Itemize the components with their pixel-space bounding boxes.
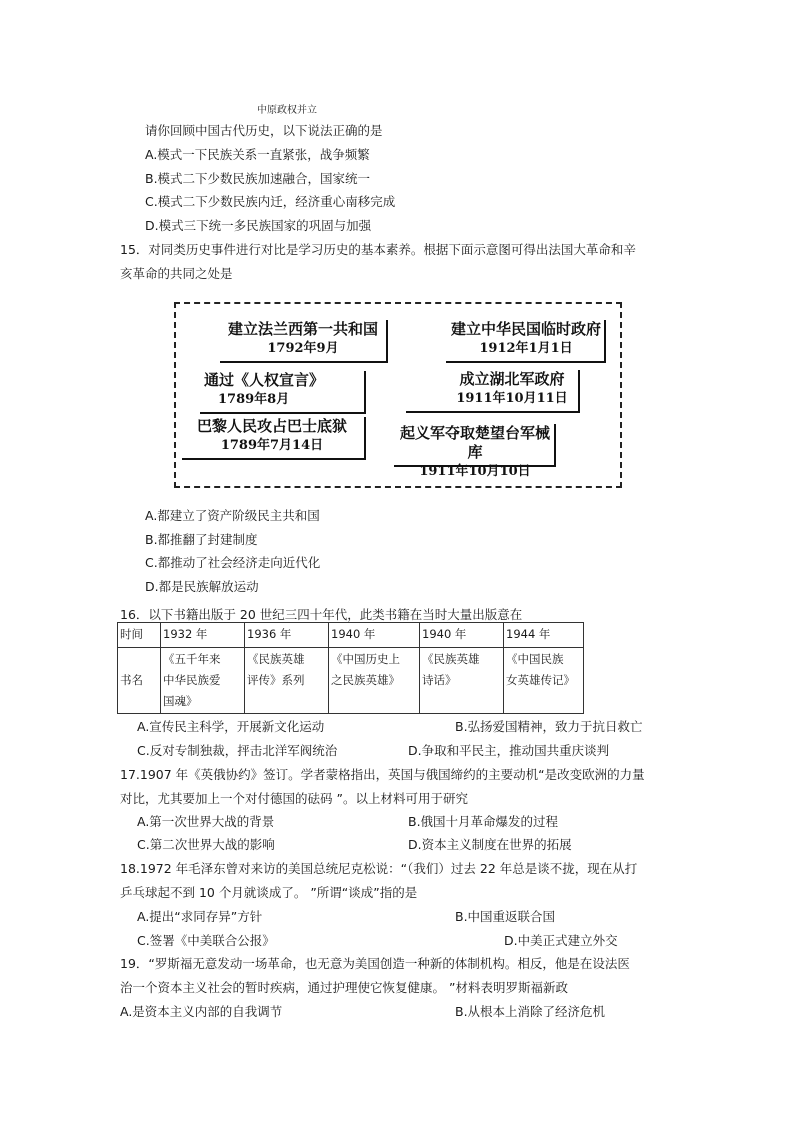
book-title-line: 诗话》 [422, 673, 457, 687]
china-event-3 [394, 424, 556, 481]
china-event-1 [446, 320, 606, 358]
q15-option-b: B.都推翻了封建制度 [145, 532, 258, 547]
q14-option-c: C.模式二下少数民族内迁，经济重心南移完成 [145, 194, 396, 209]
france-event-1-title: 建立法兰西第一共和国 [227, 320, 378, 338]
table-cell-book [420, 648, 504, 714]
table-cell-year: 1944 年 [504, 623, 584, 648]
q18-option-d: D.中美正式建立外交 [504, 933, 618, 948]
china-event-1-title: 建立中华民国临时政府 [450, 320, 601, 338]
question-19-stem-line2: 治一个资本主义社会的暂时疾病，通过护理使它恢复健康。 ”材料表明罗斯福新政 [120, 980, 568, 995]
book-title-line: 中华民族爱 [163, 673, 221, 687]
china-event-2 [446, 370, 578, 408]
q16-option-d: D.争取和平民主，推动国共重庆谈判 [408, 743, 610, 758]
q16-option-c: C.反对专制独裁，抨击北洋军阀统治 [137, 743, 338, 758]
q14-option-b: B.模式二下少数民族加速融合，国家统一 [145, 171, 371, 186]
france-event-3-title: 巴黎人民攻占巴士底狱 [196, 417, 347, 435]
table-cell-book [329, 648, 420, 714]
q15-option-d: D.都是民族解放运动 [145, 579, 259, 594]
question-19-stem-line1: 19．“罗斯福无意发动一场革命，也无意为美国创造一种新的体制机构。相反，他是在设法医 [120, 956, 630, 971]
diagram-caption: 中原政权并立 [257, 105, 317, 116]
q14-option-d: D.模式三下统一多民族国家的巩固与加强 [145, 218, 372, 233]
q15-option-a: A.都建立了资产阶级民主共和国 [145, 508, 320, 523]
book-title-line: 《中国历史上 [331, 652, 400, 666]
china-event-3-title: 起义军夺取楚望台军械库 [399, 424, 550, 461]
china-event-2-date: 1911年10月11日 [456, 391, 568, 406]
france-event-2-date: 1789年8月 [218, 392, 290, 407]
q17-option-d: D.资本主义制度在世界的拓展 [408, 837, 572, 852]
question-15-stem-line1: 15．对同类历史事件进行对比是学习历史的基本素养。根据下面示意图可得出法国大革命和辛 [120, 242, 636, 257]
book-title-line: 《中国民族 [506, 652, 564, 666]
q18-option-b: B.中国重返联合国 [455, 909, 556, 924]
question-15-stem-line2: 亥革命的共同之处是 [120, 266, 233, 281]
book-title-line: 《五千年来 [163, 652, 221, 666]
france-event-1 [220, 320, 386, 358]
q19-option-a: A.是资本主义内部的自我调节 [120, 1004, 283, 1019]
table-cell-time-label: 时间 [118, 623, 161, 648]
book-title-line: 《民族英雄 [247, 652, 305, 666]
book-title-line: 《民族英雄 [422, 652, 480, 666]
book-title-line: 国魂》 [163, 694, 198, 708]
q17-option-b: B.俄国十月革命爆发的过程 [408, 814, 559, 829]
revolution-comparison-diagram [174, 302, 622, 488]
q17-option-a: A.第一次世界大战的背景 [137, 814, 275, 829]
table-cell-book [161, 648, 245, 714]
table-cell-title-label: 书名 [118, 648, 161, 714]
table-cell-year: 1936 年 [245, 623, 329, 648]
france-event-2-title: 通过《人权宣言》 [204, 371, 325, 389]
france-event-1-date: 1792年9月 [267, 341, 339, 356]
book-title-line: 之民族英雄》 [331, 673, 400, 687]
book-title-line: 女英雄传记》 [506, 673, 575, 687]
france-event-3-date: 1789年7月14日 [220, 438, 324, 453]
question-17-stem-line1: 17.1907 年《英俄协约》签订。学者蒙格指出，英国与俄国缔约的主要动机“是改变欧洲的力量 [120, 767, 645, 782]
books-table [117, 622, 584, 714]
question-16-stem: 16．以下书籍出版于 20 世纪三四十年代，此类书籍在当时大量出版意在 [120, 607, 523, 622]
q16-option-a: A.宣传民主科学，开展新文化运动 [137, 719, 325, 734]
table-cell-book [245, 648, 329, 714]
china-event-3-date: 1911年10月10日 [419, 464, 531, 479]
france-event-3 [182, 417, 362, 455]
table-row [118, 623, 584, 648]
question-14-stem: 请你回顾中国古代历史，以下说法正确的是 [145, 123, 383, 138]
q19-option-b: B.从根本上消除了经济危机 [455, 1004, 606, 1019]
table-cell-year: 1932 年 [161, 623, 245, 648]
table-row [118, 648, 584, 714]
q17-option-c: C.第二次世界大战的影响 [137, 837, 275, 852]
question-18-stem-line1: 18.1972 年毛泽东曾对来访的美国总统尼克松说：“（我们）过去 22 年总是谈不拢，现在从打 [120, 861, 638, 876]
france-event-2 [200, 371, 366, 409]
table-cell-year: 1940 年 [420, 623, 504, 648]
q18-option-c: C.签署《中美联合公报》 [137, 933, 275, 948]
table-cell-book [504, 648, 584, 714]
q14-option-a: A.模式一下民族关系一直紧张，战争频繁 [145, 147, 370, 162]
q16-option-b: B.弘扬爱国精神，致力于抗日救亡 [455, 719, 643, 734]
question-17-stem-line2: 对比，尤其要加上一个对付德国的砝码 ”。以上材料可用于研究 [120, 791, 468, 806]
table-cell-year: 1940 年 [329, 623, 420, 648]
question-18-stem-line2: 乒乓球起不到 10 个月就谈成了。 ”所谓“谈成”指的是 [120, 885, 418, 900]
book-title-line: 评传》系列 [247, 673, 305, 687]
china-event-2-title: 成立湖北军政府 [459, 370, 565, 388]
q15-option-c: C.都推动了社会经济走向近代化 [145, 555, 321, 570]
q18-option-a: A.提出“求同存异”方针 [137, 909, 263, 924]
china-event-1-date: 1912年1月1日 [479, 341, 573, 356]
